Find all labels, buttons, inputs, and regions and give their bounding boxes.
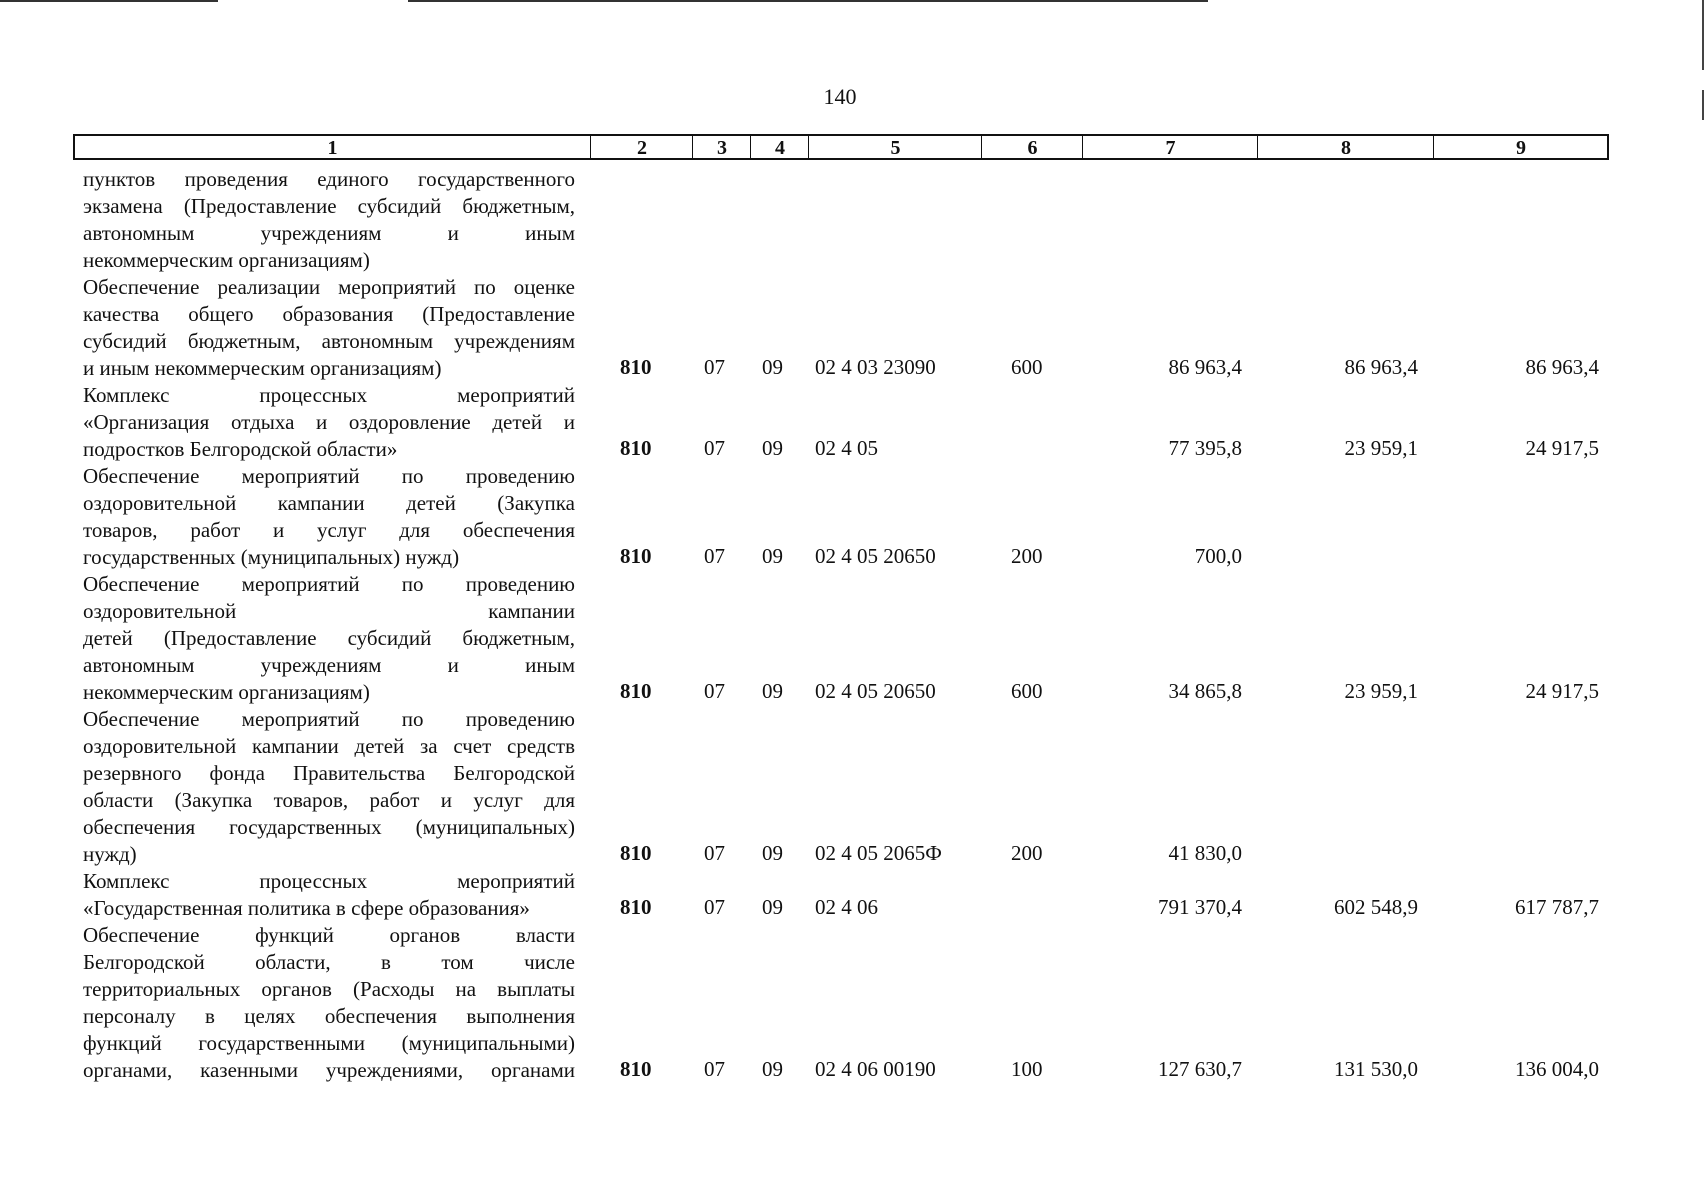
description-line: Обеспечение функций органов власти: [83, 923, 575, 947]
cell-amount-col8: 23 959,1: [1344, 436, 1418, 460]
cell-expense-type: 100: [1011, 1057, 1043, 1081]
header-col-3: 3: [692, 136, 751, 158]
cell-subsection: 09: [762, 679, 783, 703]
cell-target-article: 02 4 05 20650: [815, 544, 936, 568]
description-line: оздоровительной кампании детей (Закупка: [83, 491, 575, 515]
cell-amount-col7: 41 830,0: [1168, 841, 1242, 865]
cell-amount-col7: 77 395,8: [1168, 436, 1242, 460]
header-col-4: 4: [750, 136, 809, 158]
cell-section: 07: [704, 355, 725, 379]
description-line: «Организация отдыха и оздоровление детей и: [83, 410, 575, 434]
cell-admin-code: 810: [620, 355, 652, 379]
cell-expense-type: 600: [1011, 355, 1043, 379]
cell-subsection: 09: [762, 841, 783, 865]
description-line: пунктов проведения единого государственного: [83, 167, 575, 191]
description-line: территориальных органов (Расходы на выплаты: [83, 977, 575, 1001]
cell-expense-type: 200: [1011, 841, 1043, 865]
cell-admin-code: 810: [620, 679, 652, 703]
cell-section: 07: [704, 679, 725, 703]
page-number: 140: [823, 84, 857, 109]
cell-subsection: 09: [762, 1057, 783, 1081]
description-line: Обеспечение реализации мероприятий по оценке: [83, 275, 575, 299]
cell-admin-code: 810: [620, 544, 652, 568]
cell-target-article: 02 4 03 23090: [815, 355, 936, 379]
description-line: государственных (муниципальных) нужд): [83, 545, 460, 569]
cell-target-article: 02 4 06: [815, 895, 878, 919]
cell-amount-col9: 136 004,0: [1515, 1057, 1599, 1081]
description-line: и иным некоммерческим организациям): [83, 356, 442, 380]
cell-amount-col8: 131 530,0: [1334, 1057, 1418, 1081]
description-line: субсидий бюджетным, автономным учреждениям: [83, 329, 575, 353]
cell-subsection: 09: [762, 544, 783, 568]
description-line: области (Закупка товаров, работ и услуг для: [83, 788, 575, 812]
header-col-5: 5: [808, 136, 982, 158]
description-line: экзамена (Предоставление субсидий бюджетным,: [83, 194, 575, 218]
row-description: [83, 463, 575, 571]
scan-edge-mark: [1702, 0, 1704, 70]
description-line: подростков Белгородской области»: [83, 437, 398, 461]
cell-amount-col9: 617 787,7: [1515, 895, 1599, 919]
header-col-9: 9: [1433, 136, 1608, 158]
cell-amount-col9: 24 917,5: [1525, 679, 1599, 703]
description-line: Белгородской области, в том числе: [83, 950, 575, 974]
description-line: Обеспечение мероприятий по проведению: [83, 707, 575, 731]
description-line: «Государственная политика в сфере образования»: [83, 896, 530, 920]
cell-subsection: 09: [762, 895, 783, 919]
description-line: некоммерческим организациям): [83, 680, 370, 704]
description-line: Обеспечение мероприятий по проведению: [83, 572, 575, 596]
description-line: автономным учреждениям и иным: [83, 653, 575, 677]
description-line: Комплекс процессных мероприятий: [83, 383, 575, 407]
cell-section: 07: [704, 436, 725, 460]
description-line: нужд): [83, 842, 137, 866]
description-line: резервного фонда Правительства Белгородской: [83, 761, 575, 785]
cell-amount-col8: 23 959,1: [1344, 679, 1418, 703]
cell-target-article: 02 4 05: [815, 436, 878, 460]
row-description: [83, 274, 575, 382]
cell-amount-col8: 602 548,9: [1334, 895, 1418, 919]
top-scan-line-right: [408, 0, 1208, 2]
header-col-6: 6: [981, 136, 1083, 158]
cell-admin-code: 810: [620, 895, 652, 919]
row-description: [83, 382, 575, 463]
description-line: качества общего образования (Предоставление: [83, 302, 575, 326]
cell-admin-code: 810: [620, 436, 652, 460]
cell-amount-col9: 86 963,4: [1525, 355, 1599, 379]
description-line: автономным учреждениям и иным: [83, 221, 575, 245]
cell-subsection: 09: [762, 436, 783, 460]
row-description: [83, 166, 575, 274]
cell-target-article: 02 4 05 2065Ф: [815, 841, 942, 865]
description-line: некоммерческим организациям): [83, 248, 370, 272]
description-line: оздоровительной кампании: [83, 599, 575, 623]
cell-expense-type: 200: [1011, 544, 1043, 568]
description-line: детей (Предоставление субсидий бюджетным,: [83, 626, 575, 650]
row-description: [83, 571, 575, 706]
cell-section: 07: [704, 841, 725, 865]
description-line: товаров, работ и услуг для обеспечения: [83, 518, 575, 542]
cell-amount-col8: 86 963,4: [1344, 355, 1418, 379]
cell-amount-col7: 127 630,7: [1158, 1057, 1242, 1081]
scan-edge-mark: [1702, 90, 1704, 120]
description-line: Обеспечение мероприятий по проведению: [83, 464, 575, 488]
cell-amount-col7: 700,0: [1194, 544, 1242, 568]
cell-amount-col7: 34 865,8: [1168, 679, 1242, 703]
cell-target-article: 02 4 06 00190: [815, 1057, 936, 1081]
header-col-2: 2: [590, 136, 693, 158]
row-description: [83, 706, 575, 868]
cell-section: 07: [704, 895, 725, 919]
description-line: Комплекс процессных мероприятий: [83, 869, 575, 893]
cell-amount-col9: 24 917,5: [1525, 436, 1599, 460]
row-description: [83, 922, 575, 1084]
cell-admin-code: 810: [620, 841, 652, 865]
description-line: оздоровительной кампании детей за счет средств: [83, 734, 575, 758]
description-line: функций государственными (муниципальными): [83, 1031, 575, 1055]
header-col-7: 7: [1082, 136, 1258, 158]
header-col-8: 8: [1257, 136, 1434, 158]
cell-section: 07: [704, 1057, 725, 1081]
cell-admin-code: 810: [620, 1057, 652, 1081]
cell-subsection: 09: [762, 355, 783, 379]
cell-section: 07: [704, 544, 725, 568]
table-header: [73, 134, 1609, 160]
cell-amount-col7: 791 370,4: [1158, 895, 1242, 919]
description-line: обеспечения государственных (муниципальных): [83, 815, 575, 839]
header-col-1: 1: [327, 137, 338, 159]
description-line: органами, казенными учреждениями, органами: [83, 1058, 575, 1082]
description-line: персоналу в целях обеспечения выполнения: [83, 1004, 575, 1028]
row-description: [83, 868, 575, 922]
cell-expense-type: 600: [1011, 679, 1043, 703]
cell-amount-col7: 86 963,4: [1168, 355, 1242, 379]
top-scan-line-left: [0, 0, 218, 2]
cell-target-article: 02 4 05 20650: [815, 679, 936, 703]
